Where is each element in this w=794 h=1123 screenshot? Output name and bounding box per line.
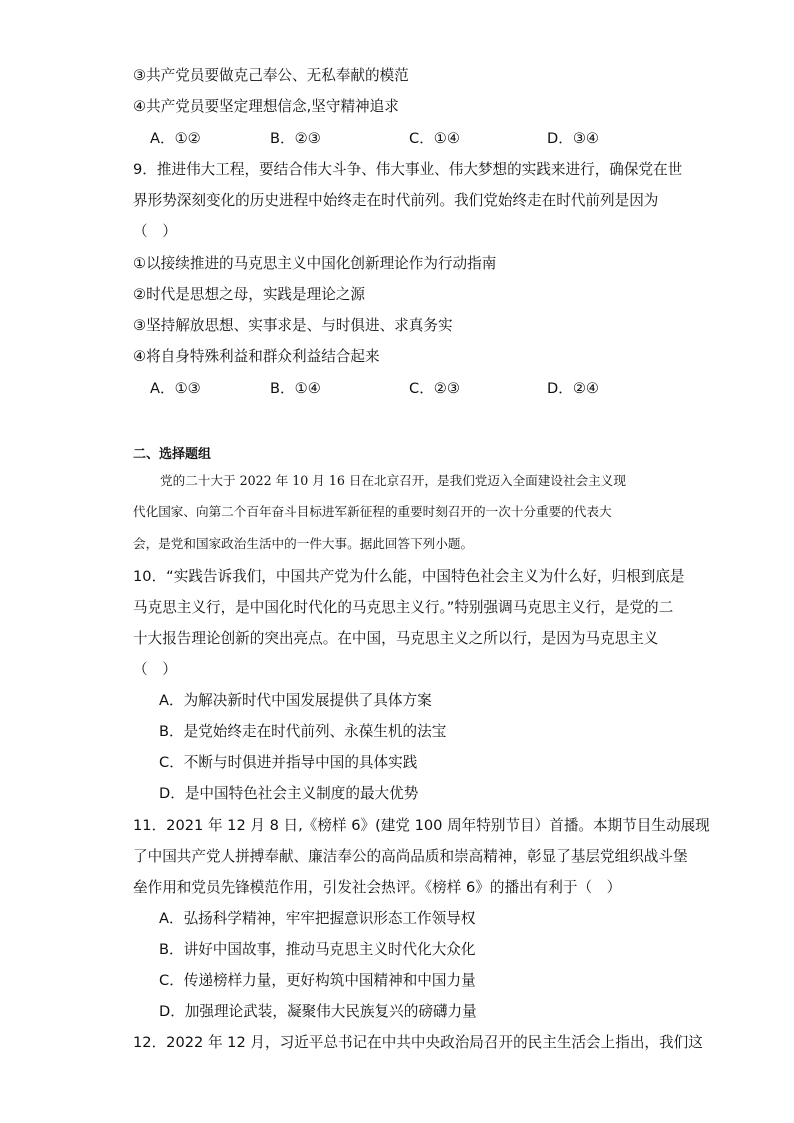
q11-stem-line-1: 11．2021 年 12 月 8 日,《榜样 6》(建党 100 周年特别节目）首播。本期节目生动展现 bbox=[133, 817, 710, 834]
q9-item-1: ①以接续推进的马克思主义中国化创新理论作为行动指南 bbox=[133, 255, 497, 272]
q8-item-3: ③共产党员要做克己奉公、无私奉献的模范 bbox=[133, 67, 409, 84]
q9-item-3: ③坚持解放思想、实事求是、与时俱进、求真务实 bbox=[133, 317, 453, 334]
q11-stem-line-2: 了中国共产党人拼搏奉献、廉洁奉公的高尚品质和崇高精神，彰显了基层党组织战斗堡 bbox=[133, 848, 688, 865]
q8-option-b: B．②③ bbox=[270, 130, 321, 147]
q10-option-b: B．是党始终走在时代前列、永葆生机的法宝 bbox=[159, 723, 447, 740]
q8-item-4: ④共产党员要坚定理想信念,坚守精神追求 bbox=[133, 98, 399, 115]
q8-option-a: A．①② bbox=[150, 130, 201, 147]
q9-option-b: B．①④ bbox=[270, 380, 321, 397]
q9-option-c: C．②③ bbox=[409, 380, 460, 397]
q11-option-c: C．传递榜样力量，更好构筑中国精神和中国力量 bbox=[159, 972, 476, 989]
q10-stem-line-1: 10．“实践告诉我们，中国共产党为什么能，中国特色社会主义为什么好，归根到底是 bbox=[133, 568, 685, 585]
section-intro-line-2: 代化国家、向第二个百年奋斗目标进军新征程的重要时刻召开的一次十分重要的代表大 bbox=[133, 504, 612, 519]
q12-stem-line-1: 12．2022 年 12 月，习近平总书记在中共中央政治局召开的民主生活会上指出，我们这 bbox=[133, 1034, 703, 1051]
q11-option-d: D．加强理论武装，凝聚伟大民族复兴的磅礴力量 bbox=[159, 1003, 477, 1020]
section-title: 二、选择题组 bbox=[133, 447, 212, 462]
q11-option-b: B．讲好中国故事，推动马克思主义时代化大众化 bbox=[159, 941, 476, 958]
q10-answer-blank: （ ） bbox=[133, 661, 177, 678]
q9-option-a: A．①③ bbox=[150, 380, 201, 397]
q10-stem-line-2: 马克思主义行，是中国化时代化的马克思主义行。”特别强调马克思主义行，是党的二 bbox=[133, 599, 674, 616]
q9-item-2: ②时代是思想之母，实践是理论之源 bbox=[133, 286, 365, 303]
section-intro-line-1: 党的二十大于 2022 年 10 月 16 日在北京召开，是我们党迈入全面建设社会主义现 bbox=[160, 473, 626, 488]
q10-option-a: A．为解决新时代中国发展提供了具体方案 bbox=[159, 692, 432, 709]
q10-option-c: C．不断与时俱进并指导中国的具体实践 bbox=[159, 754, 418, 771]
q10-stem-line-3: 十大报告理论创新的突出亮点。在中国，马克思主义之所以行，是因为马克思主义 bbox=[133, 630, 659, 647]
q8-option-d: D．③④ bbox=[547, 130, 599, 147]
q8-option-c: C．①④ bbox=[409, 130, 460, 147]
q10-option-d: D．是中国特色社会主义制度的最大优势 bbox=[159, 785, 419, 802]
q11-option-a: A．弘扬科学精神，牢牢把握意识形态工作领导权 bbox=[159, 910, 476, 927]
section-intro-line-3: 会，是党和国家政治生活中的一件大事。据此回答下列小题。 bbox=[133, 536, 474, 551]
q9-stem-line-2: 界形势深刻变化的历史进程中始终走在时代前列。我们党始终走在时代前列是因为 bbox=[133, 192, 659, 209]
q9-option-d: D．②④ bbox=[547, 380, 599, 397]
q9-answer-blank: （ ） bbox=[133, 223, 177, 240]
q9-stem-line-1: 9．推进伟大工程，要结合伟大斗争、伟大事业、伟大梦想的实践来进行，确保党在世 bbox=[133, 161, 683, 178]
q11-stem-line-3: 垒作用和党员先锋模范作用，引发社会热评。《榜样 6》的播出有利于（ ） bbox=[133, 879, 622, 896]
q9-item-4: ④将自身特殊利益和群众利益结合起来 bbox=[133, 348, 380, 365]
